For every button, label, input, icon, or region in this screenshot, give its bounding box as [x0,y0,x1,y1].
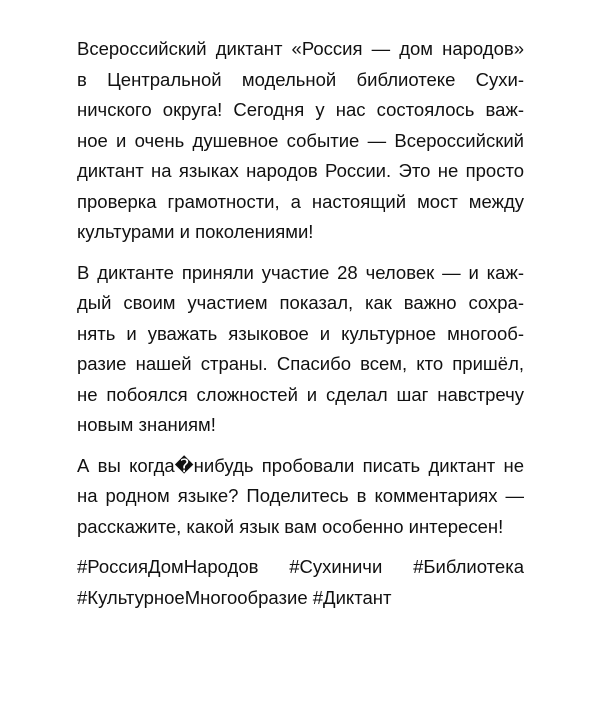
text-line: в Центральной модельной библиотеке Сухи- [77,68,524,90]
document-page [77,34,524,623]
hashtags [77,552,524,613]
text-line: нять и уважать языковое и культурное многооб- [77,322,524,344]
text-line: Всероссийский диктант «Россия — дом народов» [77,38,524,59]
text-line: новым знаниям! [77,414,216,435]
text-line: расскажите, какой язык вам особенно интересен! [77,515,504,537]
text-line: ничского округа! Сегодня у нас состоялось важ- [77,99,524,120]
text-line: В диктанте приняли участие 28 человек — и каж- [77,261,524,283]
text-line: культурами и поколениями! [77,221,314,242]
hashtag-line: #КультурноеМногообразие #Диктант [77,586,392,608]
text-line: ное и очень душевное событие — Всероссийский [77,129,524,151]
hashtag-line: #РоссияДомНародов #Сухиничи #Библиотека [77,556,524,577]
text-line: на родном языке? Поделитесь в комментариях — [77,485,524,506]
paragraph-intro [77,34,524,248]
text-line: разие нашей страны. Спасибо всем, кто пришёл, [77,353,524,374]
paragraph-participants [77,258,524,441]
paragraph-question [77,451,524,543]
text-line: диктант на языках народов России. Это не просто [77,160,524,181]
text-line: А вы когда�нибудь пробовали писать диктант не [77,454,524,476]
text-line: проверка грамотности, а настоящий мост между [77,190,524,212]
text-line: не побоялся сложностей и сделал шаг навстречу [77,383,524,405]
text-line: дый своим участием показал, как важно сохра- [77,292,524,313]
